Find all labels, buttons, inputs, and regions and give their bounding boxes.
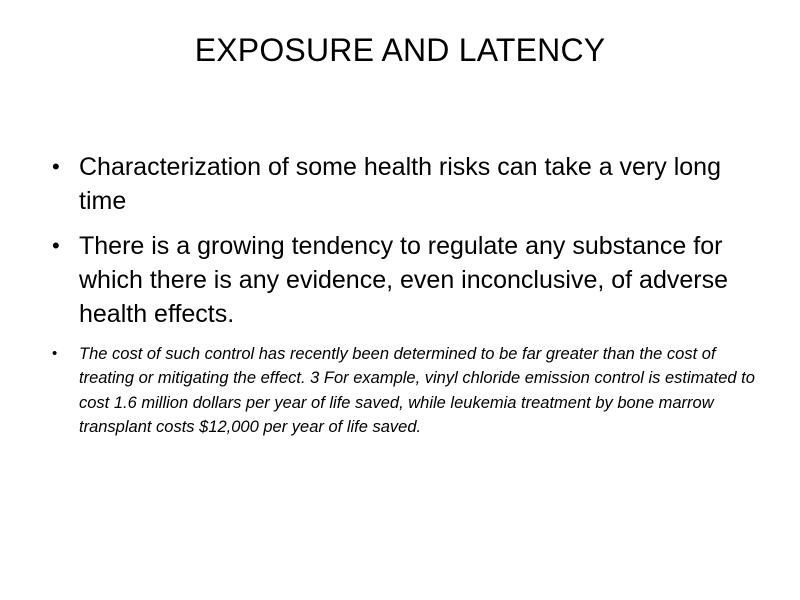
bullet-text: The cost of such control has recently been determined to be far greater than the cost of treating or mitigating the effect. 3 For example, vinyl chloride emission control is estimated to cost 1.6 million dollars per year of life saved, while leukemia treatment by bone marrow transplant costs $12,000 per year of life saved.	[79, 345, 755, 436]
slide-title: EXPOSURE AND LATENCY	[194, 32, 606, 68]
bullet-text: There is a growing tendency to regulate any substance for which there is any evidence, even inconclusive, of adverse health effects.	[79, 232, 728, 328]
bullet-text: Characterization of some health risks can take a very long time	[79, 153, 721, 215]
bullet-icon: •	[52, 233, 60, 258]
bullet-item-1	[48, 150, 758, 218]
bullet-icon: •	[52, 154, 60, 179]
bullet-list	[48, 150, 758, 439]
bullet-icon: •	[52, 345, 58, 362]
bullet-item-3	[48, 342, 758, 439]
bullet-item-2	[48, 229, 758, 331]
